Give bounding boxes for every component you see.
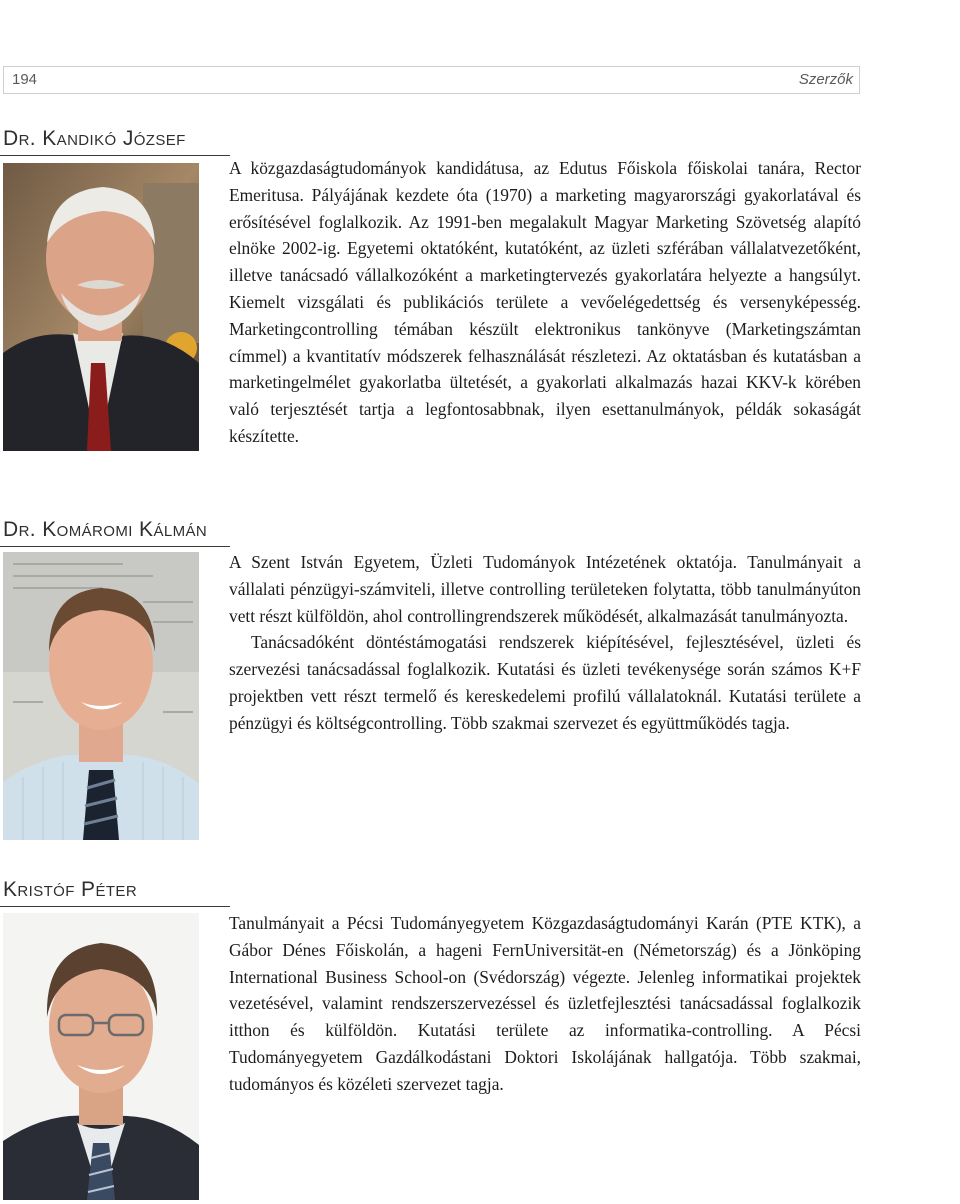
bio-paragraph: Tanulmányait a Pécsi Tudományegyetem Közgazdaságtudományi Karán (PTE KTK), a Gábor Dénes Főiskolán, a hageni FernUniversität-en (Németország) és a Jönköping International Business School-on (Svédország) végezte. Jelenleg informatikai projektek vezetésével, valamint rendszerszervezéssel és üzletfejlesztési tanácsadással foglalkozik itthon és külföldön. Kutatási területe az informatika-controlling. A Pécsi Tudományegyetem Gazdálkodástani Doktori Iskolájának hallgatója. Több szakmai, tudományos és közéleti szervezet tagja. — [229, 913, 861, 1094]
name-rule — [0, 546, 230, 547]
page-number: 194 — [12, 71, 38, 88]
name-rule — [0, 906, 230, 907]
author-bio — [229, 155, 861, 450]
bio-paragraph: A Szent István Egyetem, Üzleti Tudományok Intézetének oktatója. Tanulmányait a vállalati pénzügyi-számviteli, illetve controlling területeken folytatta, több tanulmányúton vett részt külföldön, ahol controllingrendszerek működését, alkalmazását tanulmányozta. — [229, 552, 861, 626]
bio-paragraph: Tanácsadóként döntéstámogatási rendszerek kiépítésével, fejlesztésével, üzleti és szervezési tanácsadással foglalkozik. Kutatási és üzleti tevékenysége során számos K+F projektben vett részt termelő és kereskedelemi profilú vállalatoknál. Kutatási területe a pénzügyi és költségcontrolling. Több szakmai szervezet és együttműködés tagja. — [229, 632, 861, 733]
author-photo — [3, 163, 199, 451]
author-photo — [3, 552, 199, 840]
author-bio — [229, 549, 861, 737]
section-title: Szerzők — [798, 71, 853, 88]
author-bio — [229, 910, 861, 1098]
author-photo — [3, 913, 199, 1200]
bio-paragraph: A közgazdaságtudományok kandidátusa, az Edutus Főiskola főiskolai tanára, Rector Emeritusa. Pályájának kezdete óta (1970) a marketing magyarországi gyakorlatával és erősítésével foglalkozik. Az 1991-ben megalakult Magyar Marketing Szövetség alapító elnöke 2002-ig. Egyetemi oktatóként, kutatóként, az üzleti szférában vállalatvezetőként, illetve tanácsadó vállalkozóként a marketingtervezés gyakorlatára helyezte a hangsúlyt. Kiemelt vizsgálati és publikációs területe a vevőelégedettség és versenyképesség. Marketingcontrolling témában készült elektronikus tankönyve (Marketingszámtan címmel) a kvantitatív módszerek felhasználását részletezi. Az oktatásban és kutatásban a marketingelmélet gyakorlatba ültetését, a gyakorlati alkalmazás hazai KKV-k körében való terjesztését tartja a legfontosabbnak, ilyen esettanulmányok, példák sokaságát készítette. — [229, 158, 861, 446]
name-rule — [0, 155, 230, 156]
author-name: Dr. Kandikó József — [3, 127, 186, 150]
author-name: Dr. Komáromi Kálmán — [3, 518, 208, 541]
running-header — [3, 66, 860, 94]
author-name: Kristóf Péter — [3, 878, 138, 901]
